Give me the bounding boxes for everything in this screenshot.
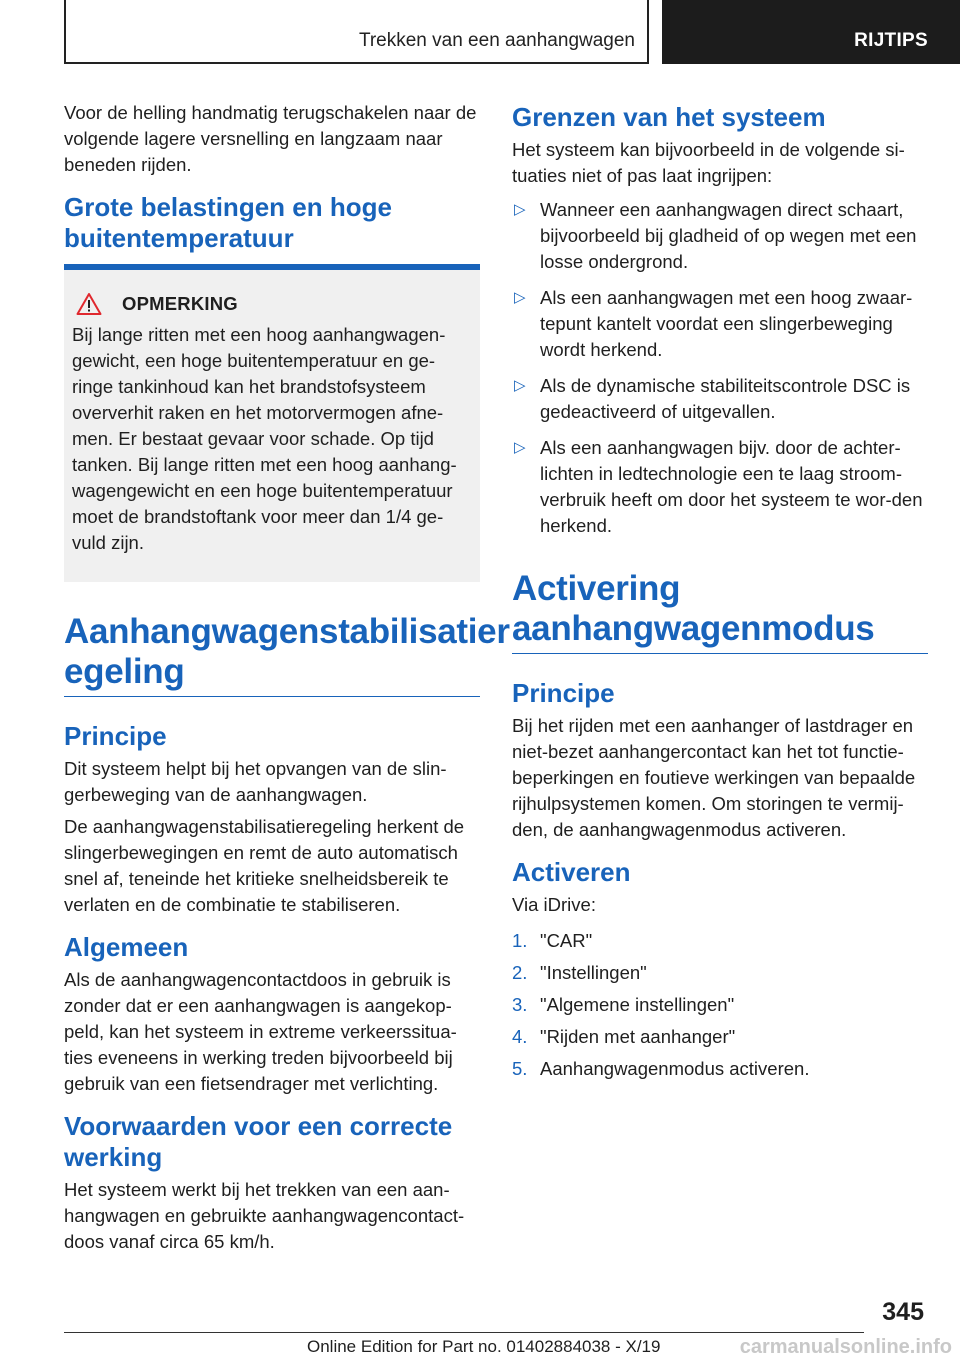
heading-grote-belastingen: Grote belastingen en hoge buitentemperatuur <box>64 192 392 253</box>
list-item: 1. "CAR" <box>512 928 928 954</box>
page-number: 345 <box>882 1298 924 1326</box>
step-number: 2. <box>512 962 528 983</box>
step-number: 5. <box>512 1058 528 1079</box>
section-heading-block <box>64 612 510 697</box>
principe-paragraph-1: Dit systeem helpt bij het opvangen van de slin-gerbeweging van de aanhangwagen. <box>64 758 447 805</box>
bullet-icon: ▷ <box>514 289 526 306</box>
section-heading-block <box>512 569 928 654</box>
principe-paragraph-2: De aanhangwagenstabilisatieregeling herkent de slingerbewegingen en remt de auto automatisch snel af, teneinde het kritieke snelheidsbereik te verlaten en de combinatie te stabiliseren. <box>64 816 465 915</box>
step-number: 4. <box>512 1026 528 1047</box>
heading-activering: Activering aanhangwagenmodus <box>512 569 875 648</box>
heading-activeren: Activeren <box>512 857 631 887</box>
note-header <box>72 292 470 316</box>
heading-grenzen: Grenzen van het systeem <box>512 102 826 132</box>
watermark: carmanualsonline.info <box>739 1336 952 1358</box>
heading-aanhangwagenstabilisatieregeling: Aanhangwagenstabilisatier egeling <box>64 612 510 691</box>
warning-icon <box>76 292 102 316</box>
step-number: 1. <box>512 930 528 951</box>
note-box <box>64 270 480 582</box>
note-title: OPMERKING <box>122 293 238 314</box>
chapter-title: Trekken van een aanhangwagen <box>358 30 635 51</box>
heading-voorwaarden: Voorwaarden voor een correcte werking <box>64 1111 453 1172</box>
bullet-icon: ▷ <box>514 201 526 218</box>
list-item: 5. Aanhangwagenmodus activeren. <box>512 1056 928 1082</box>
bullet-icon: ▷ <box>514 377 526 394</box>
note-text: Bij lange ritten met een hoog aanhangwagen-gewicht, een hoge buitentemperatuur en ge-ringe tankinhoud kan het brandstofsysteem oververhit raken en het motorvermogen afne-men. Er bestaat gevaar voor schade. Op tijd tanken. Bij lange ritten met een hoog aanhang-wagengewicht en een hoge buitentemperatuur moet de brandstoftank voor meer dan 1/4 ge-vuld zijn. <box>72 324 457 553</box>
grenzen-paragraph: Het systeem kan bijvoorbeeld in de volgende si-tuaties niet of pas laat ingrijpen: <box>512 139 905 186</box>
right-column <box>512 100 928 1088</box>
activation-steps-list <box>512 928 928 1082</box>
algemeen-paragraph: Als de aanhangwagencontactdoos in gebruik is zonder dat er een aanhangwagen is aangekop-peld, kan het systeem in extreme verkeerssitua-ties eveneens in werking treden bijvoorbeeld bij gebruik van een fietsendrager met verlichting. <box>64 969 457 1094</box>
heading-principe-right: Principe <box>512 678 615 708</box>
section-tab-label: RIJTIPS <box>854 30 928 51</box>
list-item: ▷ Wanneer een aanhangwagen direct schaart, bijvoorbeeld bij gladheid of op wegen met een losse ondergrond. <box>512 197 928 275</box>
list-item: ▷ Als een aanhangwagen bijv. door de achter-lichten in ledtechnologie een te laag stroom-verbruik heeft om door het systeem te wor-den herkend. <box>512 435 928 539</box>
list-item: 3. "Algemene instellingen" <box>512 992 928 1018</box>
activeren-paragraph: Via iDrive: <box>512 894 596 915</box>
footer-divider <box>64 1332 864 1333</box>
heading-algemeen: Algemeen <box>64 932 189 962</box>
left-column <box>64 100 510 1261</box>
principe-paragraph-right: Bij het rijden met een aanhanger of lastdrager en niet-bezet aanhangercontact kan het tot functie-beperkingen en foutieve werkingen van bepaalde rijhulpsystemen komen. Om storingen te vermij-den, de aanhangwagenmodus activeren. <box>512 715 916 840</box>
list-item: 4. "Rijden met aanhanger" <box>512 1024 928 1050</box>
limitations-list <box>512 197 928 539</box>
voorwaarden-paragraph: Het systeem werkt bij het trekken van een aan-hangwagen en gebruikte aanhangwagencontact-doos vanaf circa 65 km/h. <box>64 1179 465 1252</box>
list-item: ▷ Als een aanhangwagen met een hoog zwaar-tepunt kantelt voordat een slingerbeweging wordt herkend. <box>512 285 928 363</box>
footer-edition: Online Edition for Part no. 01402884038 - X/19 <box>307 1337 661 1356</box>
step-number: 3. <box>512 994 528 1015</box>
section-tab[interactable] <box>662 0 960 64</box>
list-item: ▷ Als de dynamische stabiliteitscontrole DSC is gedeactiveerd of uitgevallen. <box>512 373 928 425</box>
header-title-box <box>64 0 649 64</box>
list-item: 2. "Instellingen" <box>512 960 928 986</box>
intro-paragraph: Voor de helling handmatig terugschakelen naar de volgende lagere versnelling en langzaam naar beneden rijden. <box>64 102 477 175</box>
heading-principe-left: Principe <box>64 721 167 751</box>
bullet-icon: ▷ <box>514 439 526 456</box>
